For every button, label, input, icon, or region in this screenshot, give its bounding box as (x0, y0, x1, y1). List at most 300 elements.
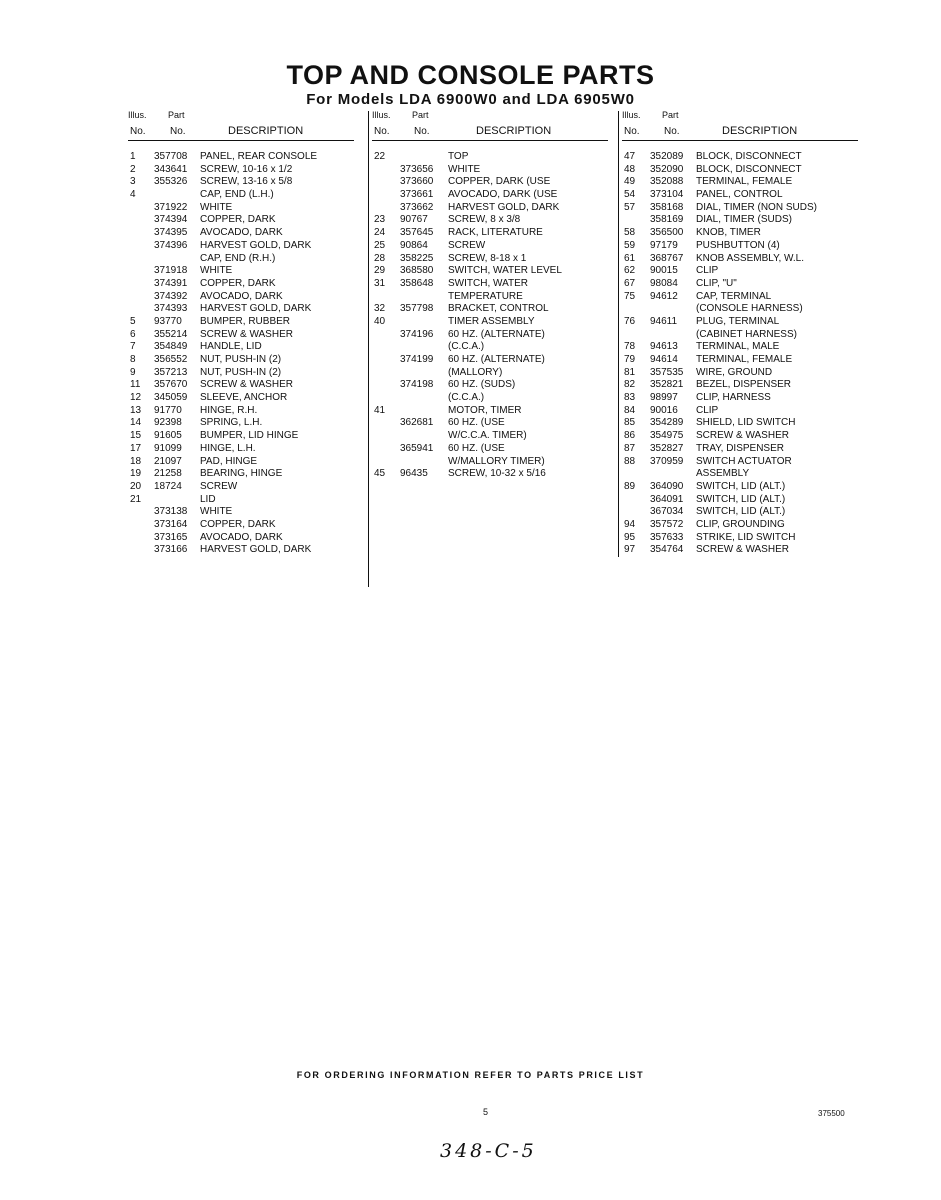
header-part-no-label: No. (664, 126, 680, 137)
part-description: SWITCH, LID (ALT.) (696, 480, 786, 492)
part-number: 373166 (154, 544, 188, 556)
illus-number: 81 (624, 366, 636, 378)
part-description: COPPER, DARK (200, 277, 276, 289)
part-number: 368580 (400, 265, 434, 277)
header-illus-label: Illus. (622, 110, 641, 120)
illus-number: 1 (130, 151, 136, 162)
part-number: 91770 (154, 404, 182, 416)
part-description: AVOCADO, DARK (200, 290, 283, 302)
parts-row (622, 443, 858, 456)
part-description: SWITCH ACTUATOR (696, 455, 792, 467)
part-description: SCREW & WASHER (200, 328, 293, 340)
part-description: SCREW, 10-32 x 5/16 (448, 468, 546, 480)
parts-row (372, 151, 608, 164)
illus-number: 14 (130, 417, 142, 429)
illus-number: 85 (624, 417, 636, 429)
illus-number: 24 (374, 227, 386, 239)
part-number: 90864 (400, 239, 428, 251)
parts-row (128, 417, 360, 430)
part-number: 374393 (154, 303, 188, 315)
part-description: WHITE (200, 265, 233, 277)
illus-number: 4 (130, 189, 136, 201)
part-number: 374198 (400, 379, 434, 391)
parts-row (622, 227, 858, 240)
parts-column-3 (622, 107, 858, 557)
illus-number: 76 (624, 315, 636, 327)
part-description: HARVEST GOLD, DARK (200, 544, 312, 556)
parts-row (622, 481, 858, 494)
parts-row (372, 456, 608, 469)
part-number: 355326 (154, 176, 188, 188)
parts-row (128, 506, 360, 519)
part-number: 90016 (650, 404, 678, 416)
part-number: 357633 (650, 531, 684, 543)
parts-row (372, 379, 608, 392)
parts-row (128, 456, 360, 469)
column-header (128, 107, 360, 143)
header-part-label: Part (168, 110, 185, 120)
part-description: COPPER, DARK (USE (448, 176, 551, 188)
parts-row (622, 278, 858, 291)
part-number: 357798 (400, 303, 434, 315)
part-number: 357535 (650, 366, 684, 378)
handwritten-note: 348-C-5 (440, 1140, 537, 1162)
illus-number: 83 (624, 392, 636, 404)
part-description: AVOCADO, DARK (200, 227, 283, 239)
part-description: (MALLORY) (448, 366, 503, 378)
parts-row (128, 443, 360, 456)
part-description: HARVEST GOLD, DARK (200, 239, 312, 251)
parts-row (622, 151, 858, 164)
part-description: WHITE (200, 201, 233, 213)
part-description: PUSHBUTTON (4) (696, 239, 780, 251)
part-description: W/C.C.A. TIMER) (448, 430, 527, 442)
column-divider (368, 111, 369, 587)
header-part-label: Part (662, 110, 679, 120)
parts-row (622, 417, 858, 430)
part-number: 365941 (400, 442, 434, 454)
part-number: 97179 (650, 239, 678, 251)
part-number: 354289 (650, 417, 684, 429)
parts-row (622, 506, 858, 519)
part-description: CLIP (696, 265, 719, 277)
parts-row (372, 417, 608, 430)
parts-row (128, 202, 360, 215)
part-description: CAP, END (R.H.) (200, 252, 276, 264)
header-illus-label: Illus. (372, 110, 391, 120)
parts-row (372, 202, 608, 215)
part-description: RACK, LITERATURE (448, 227, 543, 239)
parts-row (372, 430, 608, 443)
illus-number: 32 (374, 303, 386, 315)
part-description: TOP (448, 151, 469, 162)
part-description: SHIELD, LID SWITCH (696, 417, 796, 429)
part-description: CLIP, "U" (696, 277, 737, 289)
parts-row (128, 303, 360, 316)
illus-number: 22 (374, 151, 386, 162)
part-description: 60 HZ. (ALTERNATE) (448, 328, 545, 340)
illus-number: 62 (624, 265, 636, 277)
illus-number: 84 (624, 404, 636, 416)
page-subtitle: For Models LDA 6900W0 and LDA 6905W0 (306, 91, 635, 108)
parts-row (128, 519, 360, 532)
part-number: 364091 (650, 493, 684, 505)
parts-row (128, 240, 360, 253)
part-description: SWITCH, LID (ALT.) (696, 493, 786, 505)
part-number: 374196 (400, 328, 434, 340)
illus-number: 40 (374, 315, 386, 327)
parts-row (128, 329, 360, 342)
part-description: NUT, PUSH-IN (2) (200, 366, 282, 378)
illus-number: 67 (624, 277, 636, 289)
part-number: 362681 (400, 417, 434, 429)
parts-row (372, 443, 608, 456)
part-number: 352090 (650, 163, 684, 175)
illus-number: 21 (130, 493, 142, 505)
part-number: 355214 (154, 328, 188, 340)
parts-row (128, 189, 360, 202)
part-number: 367034 (650, 506, 684, 518)
part-description: 60 HZ. (SUDS) (448, 379, 516, 391)
illus-number: 3 (130, 176, 136, 188)
parts-row (128, 291, 360, 304)
part-number: 373164 (154, 518, 188, 530)
header-illus-no-label: No. (374, 126, 390, 137)
part-number: 358169 (650, 214, 684, 226)
parts-rows (622, 151, 858, 557)
illus-number: 79 (624, 354, 636, 365)
part-description: SWITCH, LID (ALT.) (696, 506, 786, 518)
header-part-no-label: No. (414, 126, 430, 137)
parts-row (372, 265, 608, 278)
part-number: 94611 (650, 315, 678, 327)
parts-row (622, 303, 858, 316)
parts-row (372, 214, 608, 227)
parts-column-1 (128, 107, 360, 557)
part-number: 90767 (400, 214, 428, 226)
column-divider (618, 111, 619, 557)
illus-number: 20 (130, 480, 142, 492)
part-description: SCREW & WASHER (696, 544, 789, 556)
part-description: SLEEVE, ANCHOR (200, 392, 288, 404)
parts-row (128, 532, 360, 545)
part-description: TIMER ASSEMBLY (448, 315, 535, 327)
part-number: 358648 (400, 277, 434, 289)
part-number: 358225 (400, 252, 434, 264)
part-number: 358168 (650, 201, 684, 213)
part-description: CAP, END (L.H.) (200, 189, 274, 201)
header-rule (128, 140, 354, 141)
illus-number: 28 (374, 252, 386, 264)
part-description: TERMINAL, FEMALE (696, 176, 793, 188)
illus-number: 12 (130, 392, 142, 404)
parts-row (622, 379, 858, 392)
part-number: 354764 (650, 544, 684, 556)
header-description-label: DESCRIPTION (228, 125, 304, 137)
parts-row (622, 392, 858, 405)
part-number: 98084 (650, 277, 678, 289)
illus-number: 57 (624, 201, 636, 213)
parts-row (622, 468, 858, 481)
part-description: WIRE, GROUND (696, 366, 773, 378)
part-description: KNOB, TIMER (696, 227, 761, 239)
part-number: 356552 (154, 354, 188, 365)
part-description: SCREW, 13-16 x 5/8 (200, 176, 293, 188)
illus-number: 78 (624, 341, 636, 353)
part-description: SCREW, 8-18 x 1 (448, 252, 527, 264)
page-title: TOP AND CONSOLE PARTS (286, 60, 655, 90)
parts-row (372, 329, 608, 342)
part-description: BRACKET, CONTROL (448, 303, 549, 315)
illus-number: 75 (624, 290, 636, 302)
part-number: 94612 (650, 290, 678, 302)
illus-number: 59 (624, 239, 636, 251)
page-number: 5 (483, 1107, 489, 1117)
part-description: MOTOR, TIMER (448, 404, 522, 416)
part-number: 94614 (650, 354, 678, 365)
parts-column-2 (372, 107, 608, 481)
part-description: BUMPER, RUBBER (200, 315, 291, 327)
part-number: 373656 (400, 163, 434, 175)
illus-number: 54 (624, 189, 636, 201)
illus-number: 41 (374, 404, 386, 416)
part-description: SCREW, 10-16 x 1/2 (200, 163, 293, 175)
parts-row (372, 227, 608, 240)
part-description: TEMPERATURE (448, 290, 523, 302)
parts-row (622, 176, 858, 189)
parts-row (128, 253, 360, 266)
header-part-label: Part (412, 110, 429, 120)
part-number: 374391 (154, 277, 188, 289)
part-description: BUMPER, LID HINGE (200, 430, 299, 442)
part-number: 21097 (154, 455, 182, 467)
part-number: 94613 (650, 341, 678, 353)
part-description: 60 HZ. (USE (448, 442, 505, 454)
parts-row (622, 494, 858, 507)
parts-row (372, 392, 608, 405)
parts-row (128, 164, 360, 177)
illus-number: 13 (130, 404, 142, 416)
parts-row (372, 303, 608, 316)
illus-number: 31 (374, 277, 386, 289)
parts-row (622, 519, 858, 532)
header-illus-no-label: No. (624, 126, 640, 137)
header-rule (622, 140, 858, 141)
part-number: 345059 (154, 392, 188, 404)
parts-row (372, 189, 608, 202)
column-header (622, 107, 858, 143)
illus-number: 94 (624, 518, 636, 530)
part-number: 373138 (154, 506, 188, 518)
illus-number: 61 (624, 252, 636, 264)
part-number: 96435 (400, 468, 428, 480)
part-number: 356500 (650, 227, 684, 239)
header-part-no-label: No. (170, 126, 186, 137)
parts-row (622, 544, 858, 557)
part-number: 18724 (154, 480, 182, 492)
part-description: 60 HZ. (ALTERNATE) (448, 354, 545, 365)
part-number: 357645 (400, 227, 434, 239)
illus-number: 88 (624, 455, 636, 467)
part-description: DIAL, TIMER (NON SUDS) (696, 201, 817, 213)
parts-row (128, 278, 360, 291)
parts-row (622, 316, 858, 329)
part-description: HINGE, L.H. (200, 442, 256, 454)
illus-number: 9 (130, 366, 136, 378)
part-description: TRAY, DISPENSER (696, 442, 784, 454)
part-description: TERMINAL, MALE (696, 341, 780, 353)
part-description: SCREW, 8 x 3/8 (448, 214, 521, 226)
part-number: 373104 (650, 189, 684, 201)
part-number: 92398 (154, 417, 182, 429)
parts-row (128, 151, 360, 164)
parts-row (128, 367, 360, 380)
parts-row (372, 367, 608, 380)
part-description: SCREW (200, 480, 238, 492)
part-number: 373661 (400, 189, 434, 201)
parts-row (128, 316, 360, 329)
header-description-label: DESCRIPTION (476, 125, 552, 137)
parts-row (372, 316, 608, 329)
parts-row (128, 176, 360, 189)
illus-number: 25 (374, 239, 386, 251)
part-number: 371922 (154, 201, 188, 213)
part-number: 368767 (650, 252, 684, 264)
part-description: SPRING, L.H. (200, 417, 263, 429)
illus-number: 48 (624, 163, 636, 175)
part-number: 357572 (650, 518, 684, 530)
parts-row (128, 481, 360, 494)
part-number: 354849 (154, 341, 188, 353)
illus-number: 49 (624, 176, 636, 188)
illus-number: 95 (624, 531, 636, 543)
part-description: HARVEST GOLD, DARK (448, 201, 560, 213)
parts-row (372, 253, 608, 266)
part-description: 60 HZ. (USE (448, 417, 505, 429)
part-description: NUT, PUSH-IN (2) (200, 354, 282, 365)
parts-row (622, 329, 858, 342)
part-description: SWITCH, WATER (448, 277, 528, 289)
parts-row (622, 367, 858, 380)
parts-row (622, 405, 858, 418)
part-description: CLIP (696, 404, 719, 416)
part-number: 352089 (650, 151, 684, 162)
illus-number: 18 (130, 455, 142, 467)
illus-number: 8 (130, 354, 136, 365)
part-number: 357213 (154, 366, 188, 378)
part-description: TERMINAL, FEMALE (696, 354, 793, 365)
illus-number: 89 (624, 480, 636, 492)
part-number: 343641 (154, 163, 188, 175)
illus-number: 2 (130, 163, 136, 175)
part-number: 371918 (154, 265, 188, 277)
parts-row (128, 265, 360, 278)
header-illus-no-label: No. (130, 126, 146, 137)
part-number: 374199 (400, 354, 434, 365)
part-description: HARVEST GOLD, DARK (200, 303, 312, 315)
parts-row (372, 278, 608, 291)
part-description: COPPER, DARK (200, 214, 276, 226)
part-number: 373660 (400, 176, 434, 188)
parts-row (128, 227, 360, 240)
parts-row (622, 265, 858, 278)
parts-row (622, 354, 858, 367)
part-number: 91099 (154, 442, 182, 454)
part-description: ASSEMBLY (696, 468, 750, 480)
parts-row (128, 468, 360, 481)
part-description: (C.C.A.) (448, 341, 485, 353)
parts-row (622, 430, 858, 443)
part-description: COPPER, DARK (200, 518, 276, 530)
parts-row (128, 379, 360, 392)
illus-number: 97 (624, 544, 636, 556)
part-number: 91605 (154, 430, 182, 442)
part-number: 364090 (650, 480, 684, 492)
part-description: SWITCH, WATER LEVEL (448, 265, 562, 277)
part-description: W/MALLORY TIMER) (448, 455, 545, 467)
parts-rows (128, 151, 360, 557)
parts-row (622, 189, 858, 202)
parts-row (622, 253, 858, 266)
illus-number: 6 (130, 328, 136, 340)
part-description: KNOB ASSEMBLY, W.L. (696, 252, 805, 264)
part-description: PLUG, TERMINAL (696, 315, 780, 327)
part-description: CLIP, GROUNDING (696, 518, 785, 530)
part-number: 374395 (154, 227, 188, 239)
ordering-info-footer: FOR ORDERING INFORMATION REFER TO PARTS PRICE LIST (296, 1070, 645, 1080)
illus-number: 11 (130, 379, 141, 391)
illus-number: 45 (374, 468, 386, 480)
part-description: CAP, TERMINAL (696, 290, 772, 302)
parts-row (128, 494, 360, 507)
parts-rows (372, 151, 608, 481)
parts-row (622, 341, 858, 354)
part-number: 352821 (650, 379, 684, 391)
part-description: LID (200, 493, 216, 505)
part-number: 374394 (154, 214, 188, 226)
illus-number: 5 (130, 315, 136, 327)
illus-number: 58 (624, 227, 636, 239)
part-description: HANDLE, LID (200, 341, 262, 353)
part-description: AVOCADO, DARK (USE (448, 189, 558, 201)
part-description: STRIKE, LID SWITCH (696, 531, 796, 543)
part-description: (CABINET HARNESS) (696, 328, 797, 340)
part-number: 373165 (154, 531, 188, 543)
part-description: PANEL, CONTROL (696, 189, 783, 201)
illus-number: 86 (624, 430, 636, 442)
part-description: DIAL, TIMER (SUDS) (696, 214, 792, 226)
part-description: (C.C.A.) (448, 392, 485, 404)
parts-row (622, 240, 858, 253)
parts-row (372, 176, 608, 189)
parts-row (128, 214, 360, 227)
parts-row (372, 341, 608, 354)
parts-row (128, 392, 360, 405)
illus-number: 19 (130, 468, 142, 480)
parts-row (372, 164, 608, 177)
header-description-label: DESCRIPTION (722, 125, 798, 137)
part-description: PANEL, REAR CONSOLE (200, 151, 318, 162)
part-number: 374392 (154, 290, 188, 302)
parts-row (128, 405, 360, 418)
illus-number: 17 (130, 442, 142, 454)
part-description: BLOCK, DISCONNECT (696, 151, 802, 162)
parts-row (372, 468, 608, 481)
parts-row (622, 214, 858, 227)
header-illus-label: Illus. (128, 110, 147, 120)
parts-row (128, 341, 360, 354)
illus-number: 82 (624, 379, 636, 391)
